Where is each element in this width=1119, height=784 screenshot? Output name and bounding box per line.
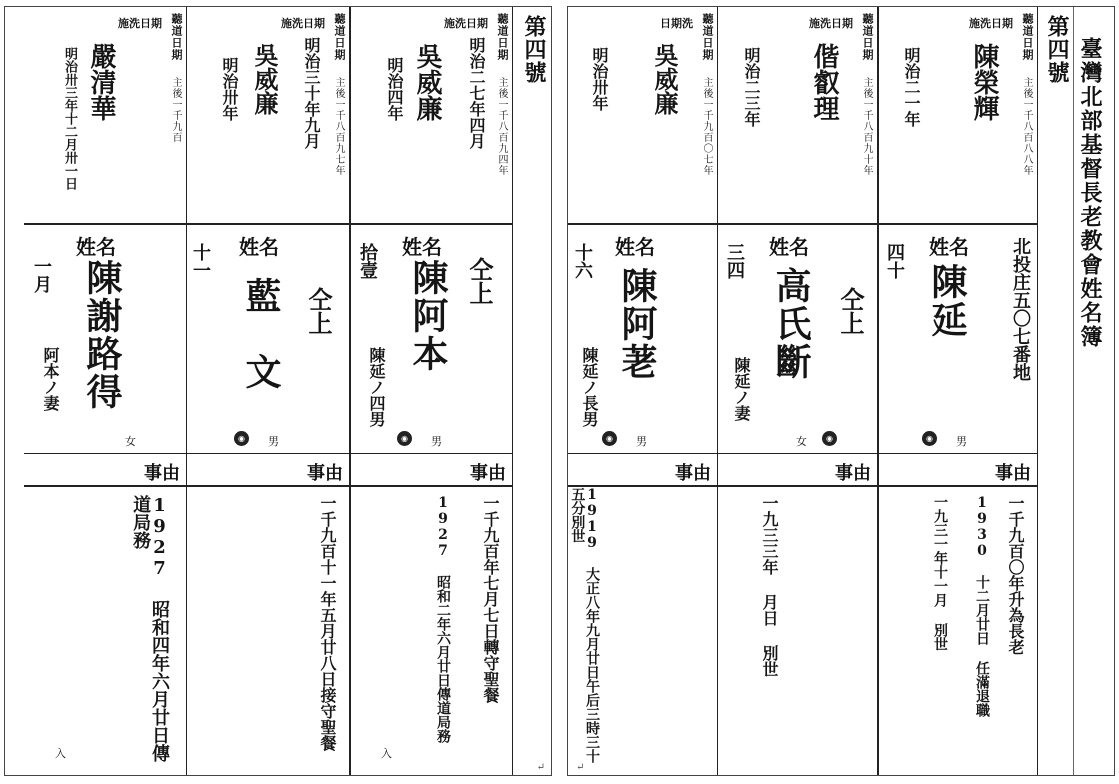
- date-gregorian: 主後一千八百九十年: [861, 77, 872, 176]
- address: 仝上: [304, 287, 333, 335]
- age: 十六: [572, 243, 593, 279]
- record-column: [568, 7, 718, 775]
- surname-label: 姓名: [239, 235, 279, 259]
- relation: 陳延ノ長男: [580, 347, 599, 427]
- reason-entry: 1927 昭和四年六月廿日傳道局務: [130, 495, 170, 762]
- header-top: 聽道日期: [1021, 13, 1034, 61]
- end-mark: 入: [381, 747, 392, 760]
- surname-label: 姓名: [615, 235, 655, 259]
- era-date: 明治卅年: [220, 57, 239, 121]
- volume-label: 第四號: [1044, 15, 1070, 84]
- surname-label: 姓名: [769, 235, 809, 259]
- volume-label: 第四號: [521, 15, 547, 84]
- relation: 陳延ノ四男: [367, 347, 386, 427]
- era-date: 明治四年: [385, 57, 404, 121]
- reason-entry-3: 一九三一年十一月 別世: [932, 495, 948, 651]
- reason-entry-2: 1927 昭和二年六月廿日傳道局務: [435, 495, 451, 743]
- date-gregorian: 主後一千八百九七年: [333, 77, 344, 176]
- person-name: 陳延: [926, 263, 968, 339]
- section-reason-label: 事由: [144, 463, 180, 484]
- date-gregorian: 主後一千九百: [170, 77, 181, 143]
- sex: 男: [431, 435, 442, 448]
- seal-icon: ◉: [822, 431, 837, 446]
- header-main: 施洗日期: [444, 17, 488, 30]
- sex: 男: [636, 435, 647, 448]
- section-reason-label: 事由: [307, 463, 343, 484]
- sex: 女: [125, 435, 136, 448]
- header-main: 日期洗: [660, 17, 693, 30]
- sex: 男: [268, 435, 279, 448]
- header-top: 聽道日期: [170, 13, 183, 61]
- record-column: [878, 7, 1038, 775]
- date-main: 明治二一年: [902, 47, 921, 127]
- minister-name: 嚴清華: [86, 43, 116, 121]
- reason-entry: 一千九百年七月七日轉守聖餐: [481, 495, 500, 703]
- title-divider: [1073, 7, 1074, 775]
- reason-entry: 一九三三年 月日 別世: [760, 495, 779, 677]
- header-main: 施洗日期: [118, 17, 162, 30]
- section-reason-label: 事由: [835, 463, 871, 484]
- return-mark-icon: ↵: [576, 762, 585, 773]
- minister-name: 吳威廉: [650, 43, 679, 115]
- section-reason-label: 事由: [470, 463, 506, 484]
- age: 三四: [724, 243, 745, 279]
- section-reason-label: 事由: [675, 463, 711, 484]
- seal-icon: ◉: [234, 431, 249, 446]
- age: 四十: [884, 243, 905, 279]
- surname-label: 姓名: [76, 235, 116, 259]
- address: 仝上: [836, 287, 865, 335]
- reason-entry-2: 1930 十二月廿日 任滿退職: [974, 495, 990, 717]
- seal-icon: ◉: [602, 431, 617, 446]
- person-name: 陳阿本: [407, 259, 449, 373]
- reason-entry: 一千九百〇年升為長老: [1006, 495, 1025, 655]
- header-top: 聽道日期: [496, 13, 509, 61]
- left-register-page: [4, 6, 552, 776]
- surname-label: 姓名: [402, 235, 442, 259]
- record-column: [24, 7, 187, 775]
- age: 十一: [190, 243, 211, 279]
- header-top: 聽道日期: [861, 13, 874, 61]
- age: 一月: [31, 257, 52, 293]
- address: 仝上: [465, 257, 494, 305]
- right-register-page: [567, 6, 1115, 776]
- record-column: [187, 7, 350, 775]
- header-main: 施洗日期: [809, 17, 853, 30]
- minister-name: 偕叡理: [809, 43, 839, 121]
- section-reason-label: 事由: [995, 463, 1031, 484]
- minister-name: 吳威廉: [412, 43, 442, 121]
- header-top: 聽道日期: [701, 13, 714, 61]
- header-main: 施洗日期: [281, 17, 325, 30]
- register-title: 臺灣北部基督長老教會姓名簿: [1077, 37, 1103, 349]
- reason-entry: 一千九百十一年五月廿八日接守聖餐: [318, 495, 337, 751]
- seal-icon: ◉: [397, 431, 412, 446]
- date-main: 明治卅年: [590, 47, 609, 111]
- date-gregorian: 主後一千八百八八年: [1021, 77, 1032, 176]
- header-top: 聽道日期: [333, 13, 346, 61]
- person-name: 高氏斷: [770, 267, 812, 381]
- date-main: 明治三十年九月: [302, 37, 321, 149]
- address: 北投庄五〇七番地: [1010, 237, 1031, 381]
- record-column: [718, 7, 878, 775]
- seal-icon: ◉: [922, 431, 937, 446]
- record-column: [350, 7, 513, 775]
- end-mark: 入: [55, 747, 66, 760]
- date-gregorian: 主後一千九百〇七年: [701, 77, 712, 176]
- person-name: 藍文: [240, 277, 282, 429]
- header-main: 施洗日期: [969, 17, 1013, 30]
- date-gregorian: 主後一千八百九四年: [496, 77, 507, 176]
- sex: 女: [796, 435, 807, 448]
- relation: 阿本ノ妻: [41, 347, 60, 411]
- era-date: 明治卅三年十二月卅一日: [62, 47, 77, 190]
- person-name: 陳謝路得: [81, 259, 123, 411]
- reason-entry: 1919 大正八年九月廿日午后三時三十五分別世: [569, 487, 600, 763]
- age: 拾壹: [357, 243, 378, 279]
- relation: 陳延ノ妻: [732, 357, 751, 421]
- minister-name: 吳威廉: [250, 43, 279, 115]
- date-main: 明治二七年四月: [467, 37, 486, 149]
- sex: 男: [956, 435, 967, 448]
- minister-name: 陳榮輝: [969, 43, 999, 121]
- surname-label: 姓名: [929, 235, 969, 259]
- date-main: 明治二三年: [742, 47, 761, 127]
- return-mark-icon: ↵: [536, 762, 545, 773]
- person-name: 陳阿荖: [616, 267, 658, 381]
